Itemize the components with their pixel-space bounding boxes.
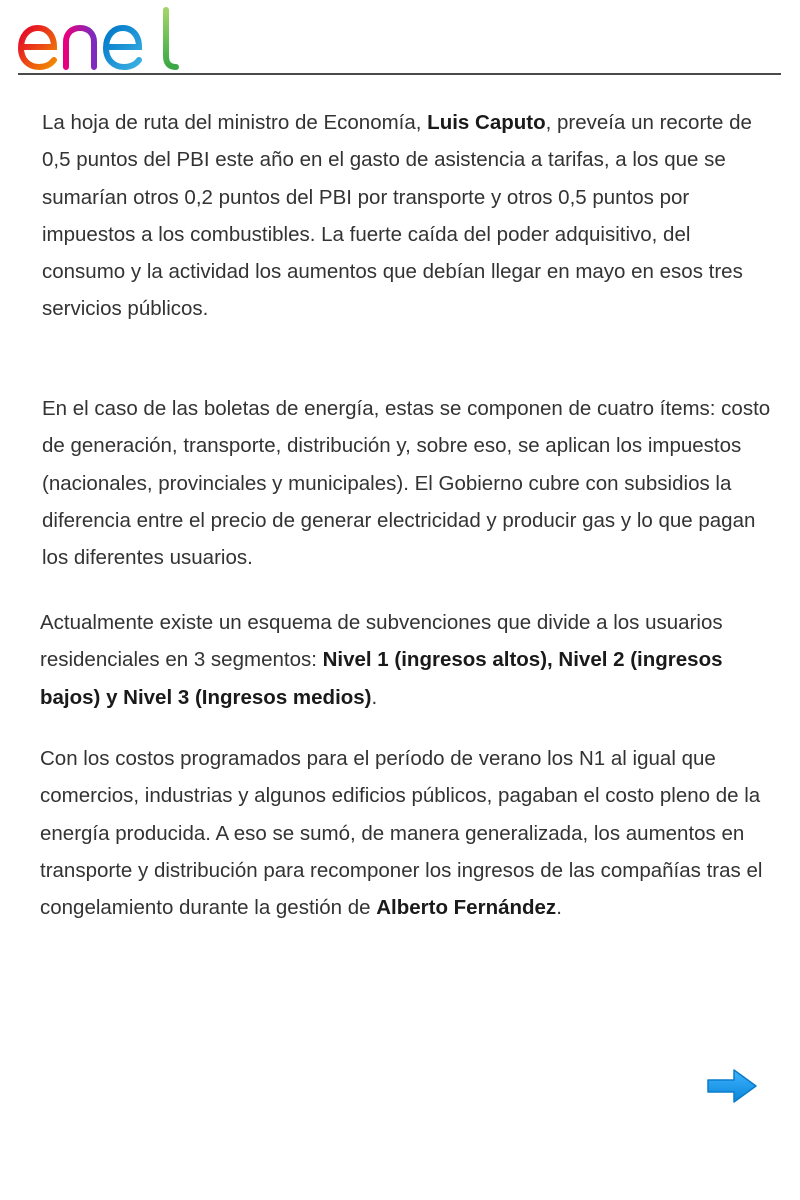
p1-bold-name: Luis Caputo <box>427 111 546 134</box>
header-divider <box>18 73 781 75</box>
p2-text: En el caso de las boletas de energía, estas se componen de cuatro ítems: costo de generación, transporte, distribución y, sobre eso, se aplican los impuestos (nacionales, provinciales y municipales). El Gobierno cubre con subsidios la diferencia entre el precio de generar electricidad y producir gas y lo que pagan los diferentes usuarios. <box>42 397 771 570</box>
p4-bold-name: Alberto Fernández <box>376 896 557 920</box>
p3-text-end: . <box>371 685 378 709</box>
article-paragraph-4 <box>40 740 770 926</box>
p4-text-start: Con los costos programados para el período de verano los N1 al igual que comercios, industrias y algunos edificios públicos, pagaban el costo pleno de la energía producida. A eso se sumó, de manera generalizada, los aumentos en transporte y distribución para recomponer los ingresos de las compañías tras el congelamiento durante la gestión de <box>40 747 763 920</box>
p1-text-end: , preveía un recorte de 0,5 puntos del PBI este año en el gasto de asistencia a tarifas, a los que se sumarían otros 0,2 puntos del PBI por transporte y otros 0,5 puntos por impuestos a los combustibles. La fuerte caída del poder adquisitivo, del consumo y la actividad los aumentos que debían llegar en mayo en esos tres servicios públicos. <box>42 111 752 321</box>
p3-bold-levels: Nivel 1 (ingresos altos), Nivel 2 (ingresos bajos) y Nivel 3 (Ingresos medios) <box>40 648 723 709</box>
article-paragraph-2 <box>42 390 772 576</box>
p3-text-start: Actualmente existe un esquema de subvenciones que divide a los usuarios residenciales en 3 segmentos: <box>40 611 723 672</box>
article-paragraph-3 <box>40 604 770 716</box>
p1-text-start: La hoja de ruta del ministro de Economía, <box>42 111 428 134</box>
enel-logo[interactable] <box>14 4 184 70</box>
p4-text-end: . <box>556 896 562 920</box>
page-header <box>0 0 800 76</box>
article-paragraph-1 <box>42 104 772 328</box>
arrow-right-icon[interactable] <box>704 1066 760 1106</box>
